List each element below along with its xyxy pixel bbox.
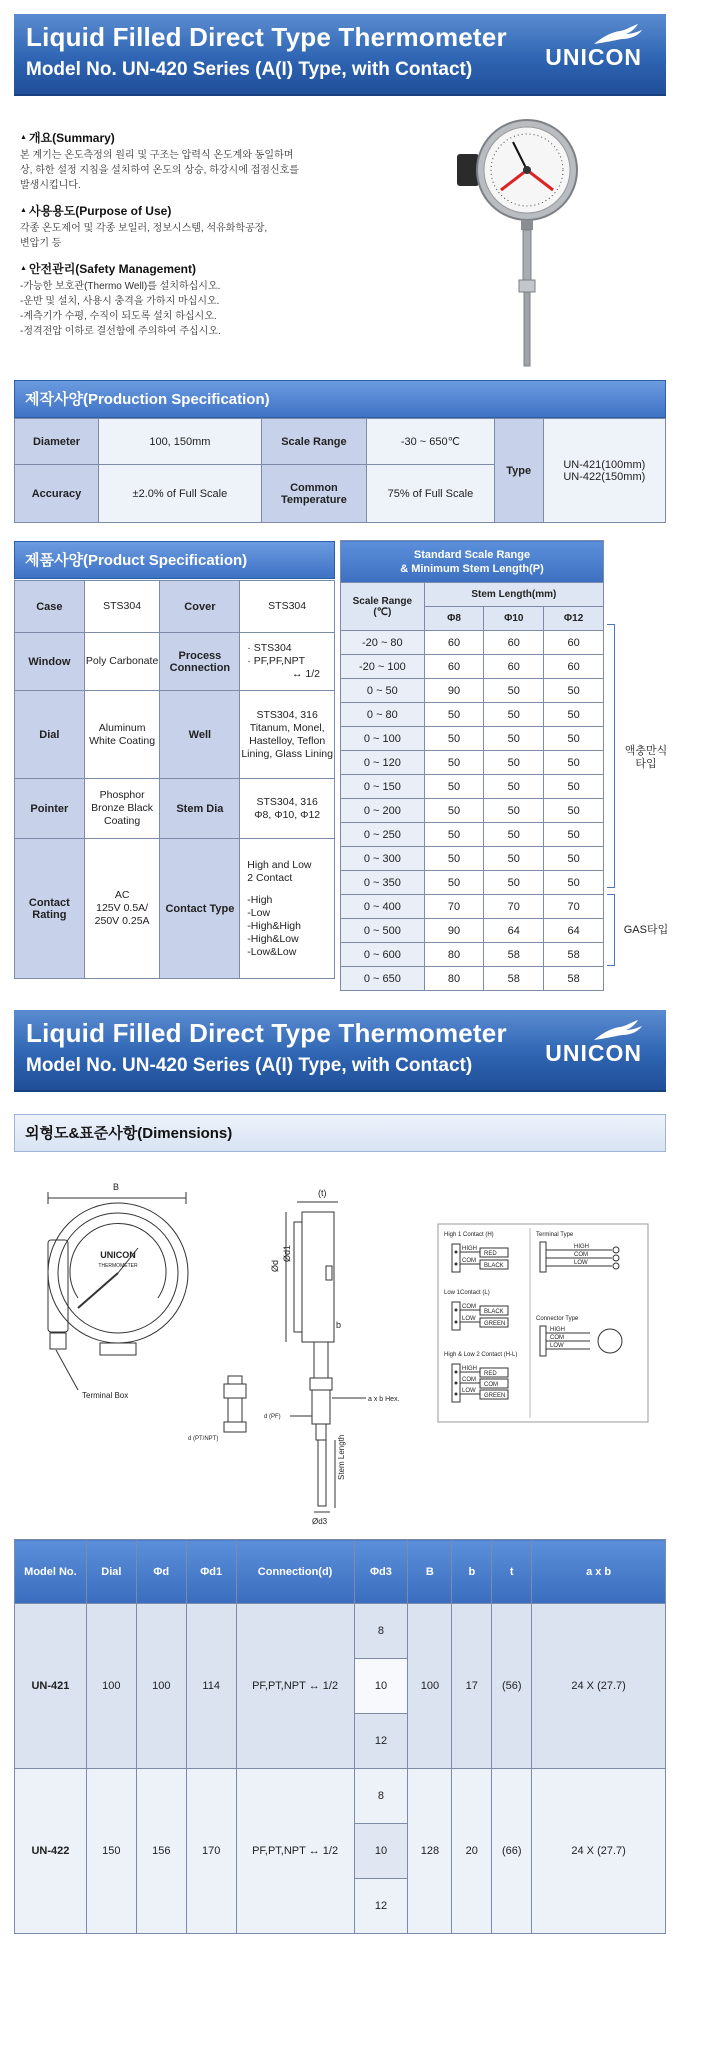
- side-view: [286, 1202, 366, 1512]
- hl-contact-title: High & Low 2 Contact (H-L): [444, 1352, 518, 1358]
- scale-row: [341, 655, 604, 679]
- common-temperature-value: 75% of Full Scale: [367, 465, 495, 523]
- d3-cell: 10: [354, 1824, 408, 1879]
- stem-length-cell: 70: [424, 895, 484, 919]
- stem-length-cell: 50: [544, 727, 604, 751]
- process-line: ↔ 1/2: [291, 668, 320, 680]
- d-cell: 156: [136, 1769, 186, 1934]
- stem-length-cell: 50: [424, 871, 484, 895]
- scale-row: [341, 823, 604, 847]
- case-label: Case: [15, 581, 85, 633]
- scale-table-title: [341, 541, 604, 583]
- summary-section: [20, 130, 350, 193]
- contact-type-label: Contact Type: [160, 839, 240, 979]
- terminal-high-label: HIGH: [574, 1244, 589, 1250]
- wire-green-label: GREEN: [484, 1321, 506, 1327]
- high-contact-title: High 1 Contact (H): [444, 1232, 494, 1238]
- d3-cell: 10: [354, 1659, 408, 1714]
- scale-row: [341, 679, 604, 703]
- wire-green-label: GREEN: [484, 1393, 506, 1399]
- thermometer-product-image: [455, 112, 595, 370]
- small-b-cell: 17: [452, 1604, 492, 1769]
- header-banner-2: [14, 1010, 666, 1092]
- small-b-cell: 20: [452, 1769, 492, 1934]
- scale-range-cell: -20 ~ 80: [341, 631, 425, 655]
- wire-com-label: COM: [462, 1304, 476, 1310]
- dim-b-label: B: [112, 1182, 120, 1192]
- scale-row: [341, 631, 604, 655]
- wire-com-label: COM: [462, 1258, 476, 1264]
- stem-length-cell: 50: [544, 823, 604, 847]
- wire-high-label: HIGH: [462, 1366, 477, 1372]
- stem-length-cell: 60: [544, 631, 604, 655]
- scale-range-cell: 0 ~ 80: [341, 703, 425, 727]
- brand-logo: UNICON: [545, 44, 642, 70]
- process-connection-label: Process Connection: [160, 633, 240, 691]
- contact-type-line: -High&Low: [247, 932, 299, 945]
- product-spec-header: 제품사양(Product Specification): [14, 541, 335, 579]
- stem-length-cell: 50: [424, 775, 484, 799]
- type-label: Type: [494, 419, 543, 523]
- table-row: [15, 1604, 666, 1659]
- d3-cell: 8: [354, 1769, 408, 1824]
- scale-row: [341, 943, 604, 967]
- col-d: Φd: [136, 1540, 186, 1604]
- connector-type-title: Connector Type: [536, 1316, 579, 1322]
- stem-length-cell: 58: [544, 943, 604, 967]
- stem-length-cell: 80: [424, 967, 484, 991]
- scale-row: [341, 919, 604, 943]
- scale-range-col-header: [341, 583, 425, 631]
- connector-com-label: COM: [550, 1335, 564, 1341]
- dimensions-table: [14, 1539, 666, 1934]
- cover-label: Cover: [160, 581, 240, 633]
- front-view: [48, 1192, 188, 1390]
- liquid-type-label: [618, 745, 674, 771]
- wire-com-label: COM: [462, 1377, 476, 1383]
- col-small-b: b: [452, 1540, 492, 1604]
- contact-type-line: -Low: [247, 906, 271, 919]
- d10-col-header: Φ10: [484, 607, 544, 631]
- rating-line: 125V 0.5A/: [96, 902, 149, 914]
- product-spec-table: [14, 580, 335, 979]
- contact-type-line: High and Low: [247, 858, 312, 871]
- big-b-cell: 100: [408, 1604, 452, 1769]
- scale-row: [341, 895, 604, 919]
- fitting-view: [224, 1376, 246, 1432]
- stem-length-cell: 80: [424, 943, 484, 967]
- common-temperature-label: Common Temperature: [261, 465, 366, 523]
- stem-length-cell: 64: [544, 919, 604, 943]
- scale-row: [341, 727, 604, 751]
- pt-npt-label: d (PT/NPT): [188, 1436, 219, 1442]
- wire-black-label: BLACK: [484, 1263, 504, 1269]
- terminal-low-label: LOW: [574, 1260, 588, 1266]
- stem-length-cell: 50: [544, 703, 604, 727]
- axb-cell: 24 X (27.7): [532, 1769, 666, 1934]
- summary-line: 발생시킵니다.: [20, 180, 81, 191]
- stem-length-cell: 60: [484, 631, 544, 655]
- scale-range-cell: 0 ~ 600: [341, 943, 425, 967]
- stem-length-cell: 50: [424, 823, 484, 847]
- scale-range-cell: 0 ~ 500: [341, 919, 425, 943]
- stem-length-cell: 50: [424, 751, 484, 775]
- scale-rows: [341, 631, 604, 991]
- section-heading: ▲ 안전관리(Safety Management): [20, 262, 196, 276]
- contact-type-line: -High&High: [247, 919, 301, 932]
- purpose-line: 변압기 등: [20, 238, 62, 249]
- d3-cell: 12: [354, 1879, 408, 1934]
- type-value: [543, 419, 665, 523]
- wire-low-label: LOW: [462, 1316, 476, 1322]
- stem-length-cell: 50: [544, 679, 604, 703]
- contact-rating-label: Contact Rating: [15, 839, 85, 979]
- dimensions-header: 외형도&표준사항(Dimensions): [14, 1114, 666, 1152]
- safety-section: [20, 261, 350, 339]
- pf-label: d (PF): [264, 1414, 281, 1420]
- dial-sub-label: THERMOMETER: [98, 1263, 138, 1269]
- gas-type-bracket: [607, 894, 615, 966]
- section-heading: ▲ 사용용도(Purpose of Use): [20, 204, 172, 218]
- stem-length-cell: 70: [484, 895, 544, 919]
- type-value-line: UN-422(150mm): [563, 470, 646, 483]
- d-cell: 100: [136, 1604, 186, 1769]
- stem-length-cell: 58: [544, 967, 604, 991]
- process-line: · PF,PF,NPT: [247, 655, 306, 667]
- stem-length-cell: 60: [424, 655, 484, 679]
- wire-high-label: HIGH: [462, 1246, 477, 1252]
- scale-row: [341, 799, 604, 823]
- triangle-bullet-icon: ▲: [20, 265, 27, 272]
- stem-length-cell: 90: [424, 679, 484, 703]
- accuracy-value: ±2.0% of Full Scale: [99, 465, 262, 523]
- gas-type-label: GAS타입: [623, 924, 669, 936]
- window-value: Poly Carbonate: [84, 633, 160, 691]
- stem-length-cell: 50: [544, 847, 604, 871]
- stem-length-cell: 50: [424, 847, 484, 871]
- stem-length-cell: 50: [484, 727, 544, 751]
- case-value: STS304: [84, 581, 160, 633]
- stem-length-cell: 50: [544, 775, 604, 799]
- purpose-section: [20, 203, 350, 251]
- stem-length-cell: 60: [424, 631, 484, 655]
- stem-dia-value: [240, 779, 335, 839]
- col-t: t: [492, 1540, 532, 1604]
- connector-high-label: HIGH: [550, 1327, 565, 1333]
- scale-row: [341, 967, 604, 991]
- scale-range-cell: 0 ~ 200: [341, 799, 425, 823]
- stem-length-cell: 64: [484, 919, 544, 943]
- scale-row: [341, 751, 604, 775]
- header-banner: [14, 14, 666, 96]
- stem-length-col-header: Stem Length(mm): [424, 583, 603, 607]
- col-model: Model No.: [15, 1540, 87, 1604]
- stem-length-cell: 50: [544, 751, 604, 775]
- triangle-bullet-icon: ▲: [20, 207, 27, 214]
- scale-title-line: Standard Scale Range: [413, 548, 531, 561]
- stem-length-cell: 58: [484, 943, 544, 967]
- contact-type-line: 2 Contact: [247, 871, 293, 884]
- d1-cell: 170: [186, 1769, 236, 1934]
- hex-label: a x b Hex.: [368, 1396, 400, 1403]
- stem-line: STS304, 316: [256, 795, 318, 808]
- summary-line: 상, 하한 설정 지침을 설치하여 온도의 상승, 하강시에 접점신호를: [20, 165, 299, 176]
- scale-row: [341, 775, 604, 799]
- d3-cell: 8: [354, 1604, 408, 1659]
- stem-dia-label: Stem Dia: [160, 779, 240, 839]
- wire-com-label: COM: [484, 1382, 498, 1388]
- accuracy-label: Accuracy: [15, 465, 99, 523]
- rating-line: 250V 0.25A: [94, 915, 150, 927]
- scale-range-cell: 0 ~ 300: [341, 847, 425, 871]
- safety-line: -정격전압 이하로 결선함에 주의하여 주십시오.: [20, 326, 221, 337]
- d3-cell: 12: [354, 1714, 408, 1769]
- stem-length-cell: 50: [544, 871, 604, 895]
- scale-row: [341, 871, 604, 895]
- diameter-label: Diameter: [15, 419, 99, 465]
- stem-length-cell: 50: [424, 703, 484, 727]
- well-value: STS304, 316 Titanum, Monel, Hastelloy, Teflon Lining, Glass Lining: [240, 691, 335, 779]
- connection-cell: PF,PT,NPT ↔ 1/2: [236, 1604, 354, 1769]
- safety-line: -운반 및 설치, 사용시 충격을 가하지 마십시오.: [20, 296, 220, 307]
- col-d1: Φd1: [186, 1540, 236, 1604]
- stem-length-cell: 50: [484, 799, 544, 823]
- type-value-line: UN-421(100mm): [563, 458, 646, 471]
- dim-d1-label: Ød1: [282, 1244, 292, 1262]
- table-row: [15, 1769, 666, 1824]
- summary-line: 본 계기는 온도측정의 원리 및 구조는 압력식 온도계와 동일하며: [20, 150, 294, 161]
- process-line: · STS304: [247, 642, 292, 654]
- dial-brand-label: UNICON: [100, 1250, 136, 1260]
- summary-block: [20, 130, 350, 349]
- scale-range-table: [340, 540, 604, 991]
- terminal-box-label: Terminal Box: [82, 1391, 129, 1400]
- diameter-value: 100, 150mm: [99, 419, 262, 465]
- dim-t-label: (t): [318, 1188, 327, 1198]
- stem-length-cell: 50: [484, 871, 544, 895]
- wire-black-label: BLACK: [484, 1309, 504, 1315]
- dial-cell: 100: [86, 1604, 136, 1769]
- low-contact-title: Low 1Contact (L): [444, 1290, 490, 1296]
- page-subtitle: Model No. UN-420 Series (A(I) Type, with Contact): [26, 59, 473, 80]
- window-label: Window: [15, 633, 85, 691]
- scale-range-cell: 0 ~ 650: [341, 967, 425, 991]
- scale-title-line: & Minimum Stem Length(P): [400, 562, 544, 575]
- well-label: Well: [160, 691, 240, 779]
- stem-length-cell: 50: [484, 751, 544, 775]
- terminal-com-label: COM: [574, 1252, 588, 1258]
- header-line: Scale Range: [352, 595, 413, 607]
- scale-range-cell: 0 ~ 150: [341, 775, 425, 799]
- model-cell: UN-421: [15, 1604, 87, 1769]
- model-cell: UN-422: [15, 1769, 87, 1934]
- safety-line: -계측기가 수평, 수직이 되도록 설치 하십시오.: [20, 311, 217, 322]
- scale-range-value: -30 ~ 650℃: [367, 419, 495, 465]
- contact-type-value: [240, 839, 335, 979]
- t-cell: (56): [492, 1604, 532, 1769]
- production-spec-header: 제작사양(Production Specification): [14, 380, 666, 418]
- stem-length-cell: 50: [424, 727, 484, 751]
- big-b-cell: 128: [408, 1769, 452, 1934]
- scale-row: [341, 847, 604, 871]
- scale-range-cell: 0 ~ 100: [341, 727, 425, 751]
- col-connection: Connection(d): [236, 1540, 354, 1604]
- stem-length-cell: 50: [424, 799, 484, 823]
- col-axb: a x b: [532, 1540, 666, 1604]
- stem-length-cell: 50: [484, 823, 544, 847]
- connector-low-label: LOW: [550, 1343, 564, 1349]
- rating-line: AC: [114, 889, 130, 901]
- section-heading: ▲ 개요(Summary): [20, 131, 115, 145]
- stem-length-cell: 50: [484, 703, 544, 727]
- scale-range-cell: 0 ~ 250: [341, 823, 425, 847]
- safety-line: -가능한 보호관(Thermo Well)를 설치하십시오.: [20, 281, 221, 292]
- scale-row: [341, 703, 604, 727]
- scale-range-label: Scale Range: [261, 419, 366, 465]
- d1-cell: 114: [186, 1604, 236, 1769]
- bracket-line: 타입: [635, 758, 657, 770]
- col-d3: Φd3: [354, 1540, 408, 1604]
- col-big-b: B: [408, 1540, 452, 1604]
- page-subtitle-2: Model No. UN-420 Series (A(I) Type, with Contact): [26, 1055, 473, 1076]
- t-cell: (66): [492, 1769, 532, 1934]
- scale-range-cell: 0 ~ 350: [341, 871, 425, 895]
- dim-d-label: Ød: [270, 1259, 280, 1272]
- wire-red-label: RED: [484, 1251, 497, 1257]
- dim-d3-label: Ød3: [312, 1517, 328, 1526]
- page-title: Liquid Filled Direct Type Thermometer: [26, 22, 507, 52]
- scale-range-cell: 0 ~ 50: [341, 679, 425, 703]
- stem-line: Φ8, Φ10, Φ12: [254, 808, 321, 821]
- stem-length-cell: 50: [484, 679, 544, 703]
- dial-label: Dial: [15, 691, 85, 779]
- stem-length-cell: 58: [484, 967, 544, 991]
- d12-col-header: Φ12: [544, 607, 604, 631]
- col-dial: Dial: [86, 1540, 136, 1604]
- stem-length-cell: 60: [484, 655, 544, 679]
- terminal-type-title: Terminal Type: [536, 1232, 574, 1238]
- stem-length-cell: 50: [484, 847, 544, 871]
- scale-range-cell: 0 ~ 400: [341, 895, 425, 919]
- stem-length-cell: 60: [544, 655, 604, 679]
- stem-length-label: Stem Length: [337, 1434, 346, 1480]
- liquid-type-bracket: [607, 624, 615, 888]
- header-line: (℃): [373, 606, 392, 618]
- stem-length-cell: 70: [544, 895, 604, 919]
- stem-length-cell: 50: [544, 799, 604, 823]
- scale-range-cell: -20 ~ 100: [341, 655, 425, 679]
- pointer-value: Phosphor Bronze Black Coating: [84, 779, 160, 839]
- production-spec-table: [14, 418, 666, 523]
- purpose-line: 각종 온도제어 및 각종 보일러, 정보시스템, 석유화학공장,: [20, 223, 268, 234]
- wire-low-label: LOW: [462, 1388, 476, 1394]
- spacer: [247, 885, 334, 894]
- pointer-label: Pointer: [15, 779, 85, 839]
- dial-cell: 150: [86, 1769, 136, 1934]
- axb-cell: 24 X (27.7): [532, 1604, 666, 1769]
- stem-length-cell: 50: [484, 775, 544, 799]
- cover-value: STS304: [240, 581, 335, 633]
- d8-col-header: Φ8: [424, 607, 484, 631]
- bracket-line: 액충만식: [624, 745, 668, 757]
- triangle-bullet-icon: ▲: [20, 134, 27, 141]
- contact-type-line: -Low&Low: [247, 945, 297, 958]
- brand-logo-2: UNICON: [545, 1040, 642, 1066]
- dim-small-b-label: b: [336, 1320, 342, 1330]
- contact-rating-value: [84, 839, 160, 979]
- dimension-drawing: [20, 1178, 660, 1528]
- contact-type-line: -High: [247, 893, 273, 906]
- process-connection-value: [240, 633, 335, 691]
- page-title-2: Liquid Filled Direct Type Thermometer: [26, 1018, 507, 1048]
- stem-length-cell: 90: [424, 919, 484, 943]
- scale-range-cell: 0 ~ 120: [341, 751, 425, 775]
- wire-red-label: RED: [484, 1371, 497, 1377]
- connection-cell: PF,PT,NPT ↔ 1/2: [236, 1769, 354, 1934]
- dial-value: Aluminum White Coating: [84, 691, 160, 779]
